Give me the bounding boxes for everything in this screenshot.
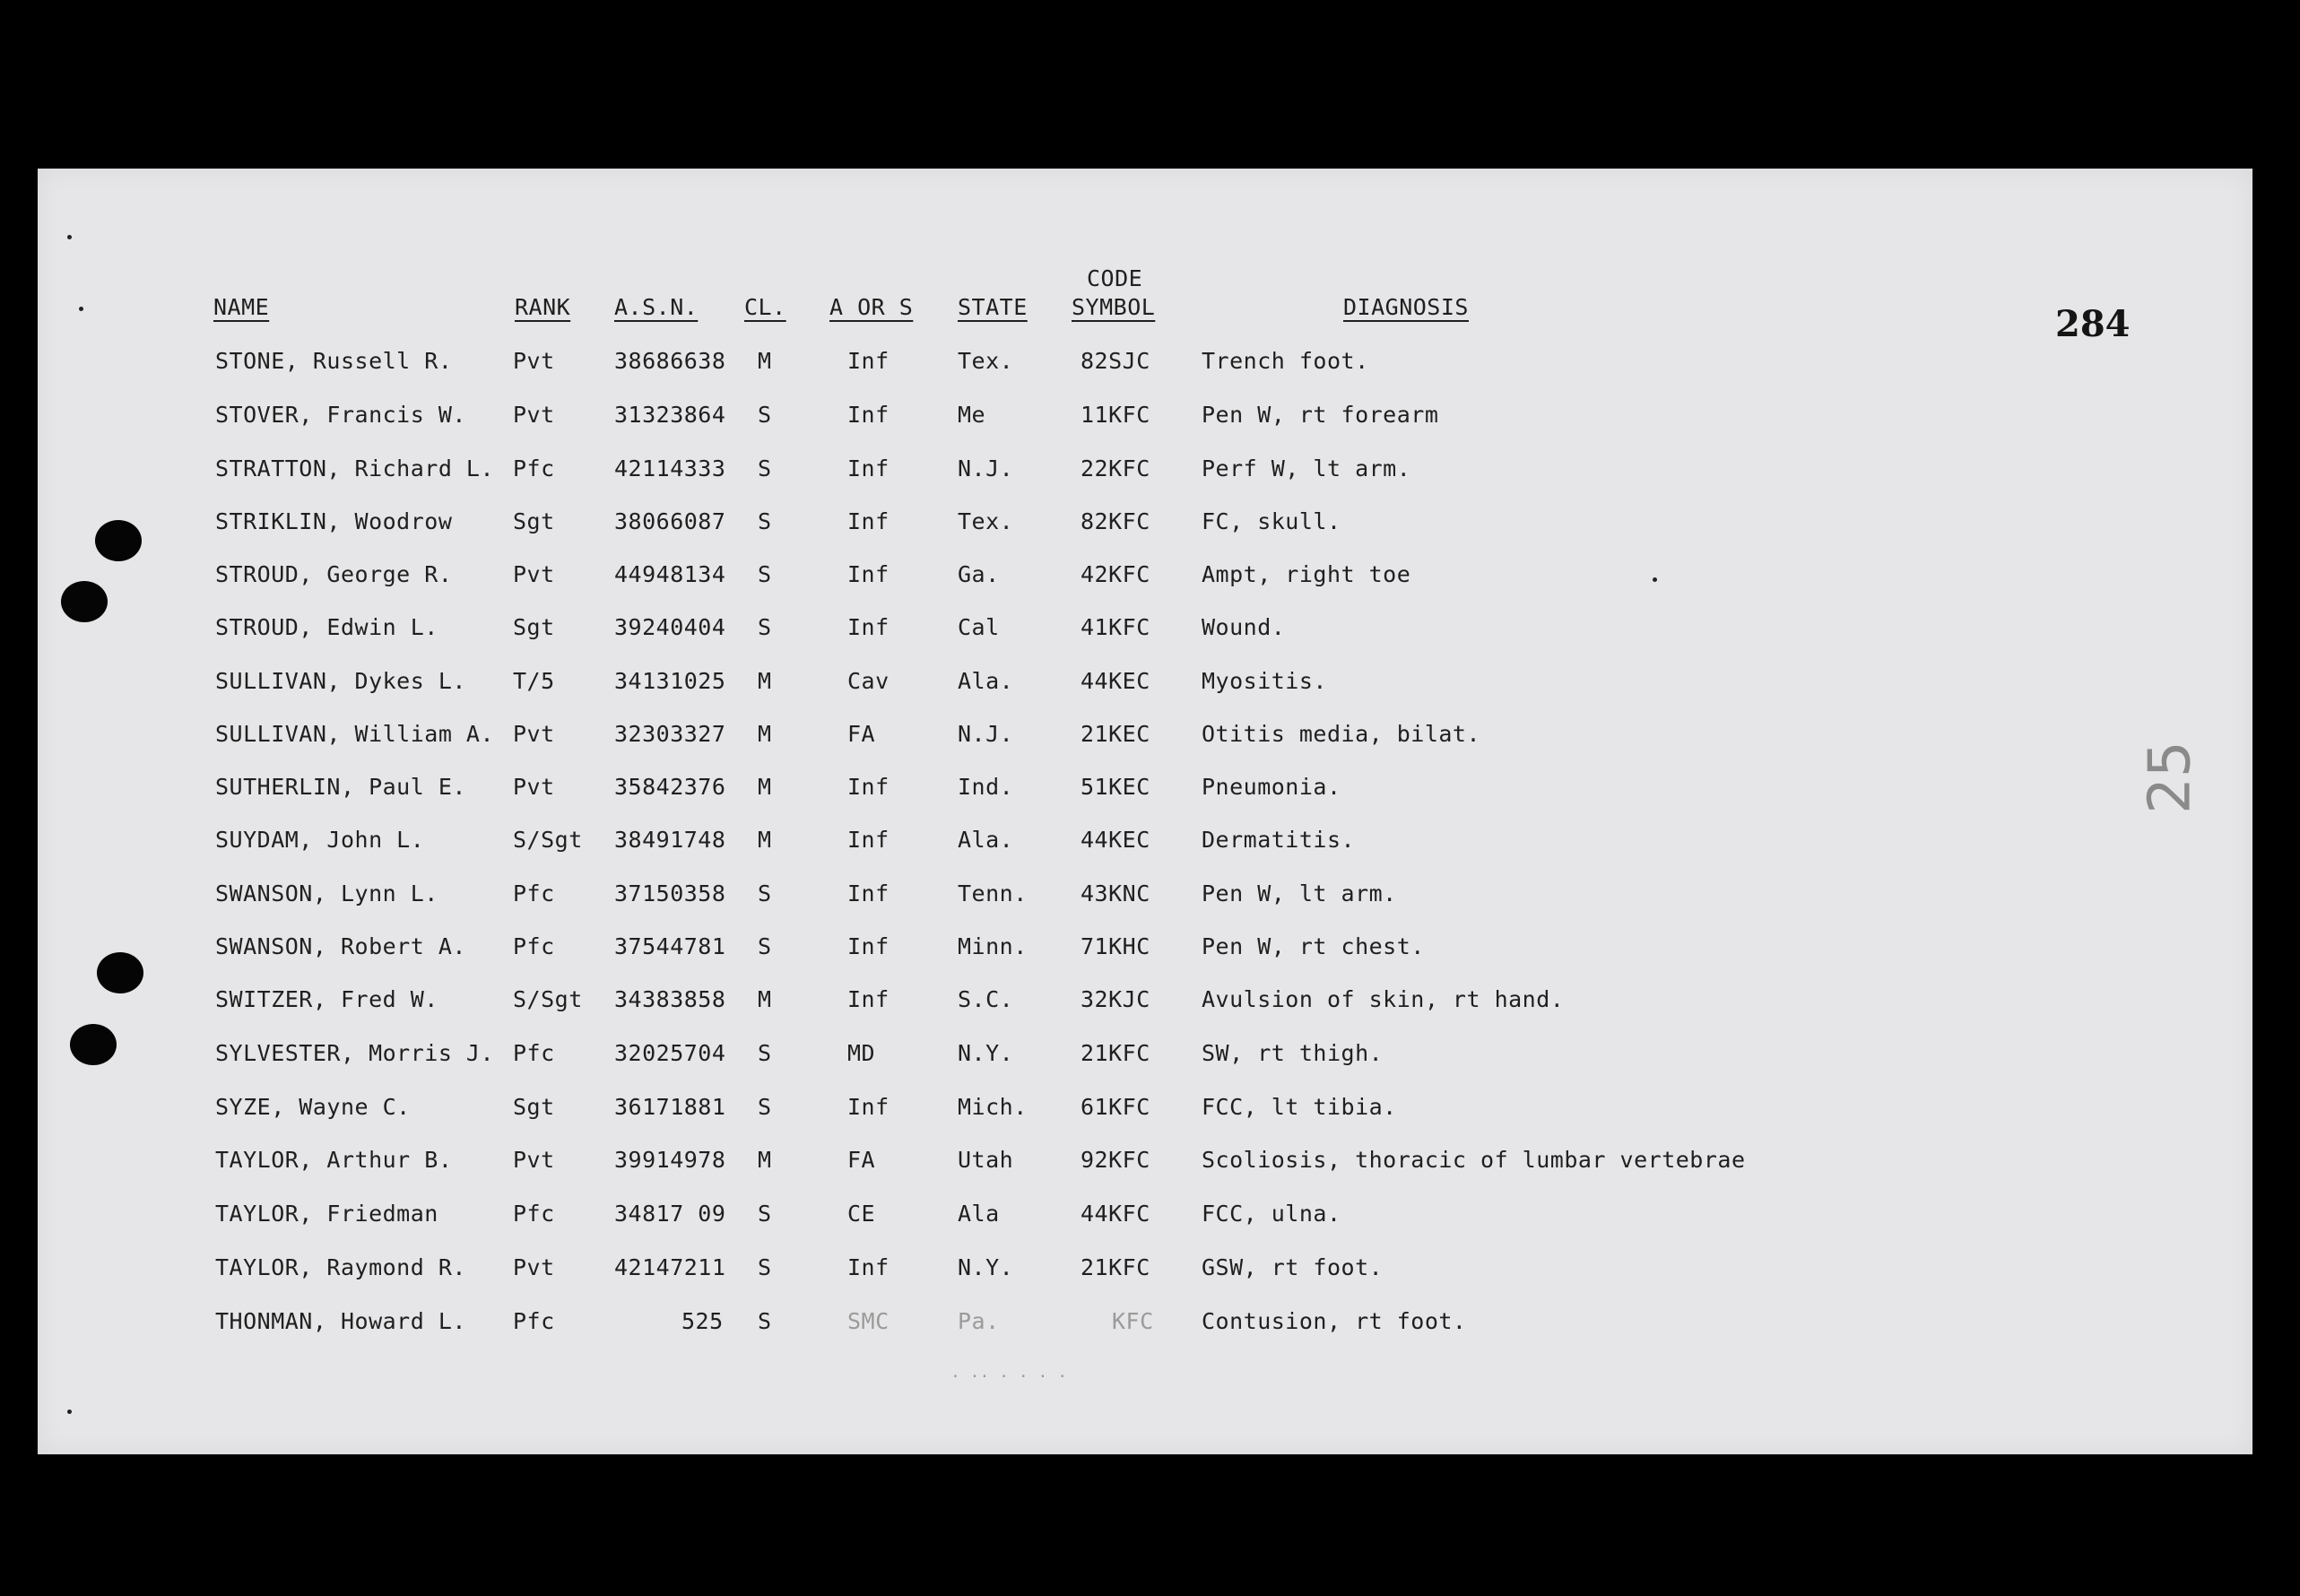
cell-code-symbol: 43KNC (1081, 880, 1150, 906)
ink-smudge: · ·· · · · · (950, 1367, 1068, 1386)
cell-a-or-s: Inf (847, 1094, 890, 1120)
header-code: CODE (1087, 265, 1143, 291)
cell-cl: M (758, 1147, 772, 1173)
cell-diagnosis: Pen W, rt forearm (1202, 402, 1439, 428)
cell-diagnosis: SW, rt thigh. (1202, 1040, 1384, 1066)
header-rank: RANK (515, 294, 571, 320)
cell-code-symbol: 82KFC (1081, 508, 1150, 534)
cell-asn: 37544781 (614, 933, 726, 959)
cell-cl: S (758, 561, 772, 587)
cell-asn: 42114333 (614, 455, 726, 481)
cell-code-symbol: 41KFC (1081, 614, 1150, 640)
cell-code-symbol: 51KEC (1081, 774, 1150, 800)
record-row (0, 1094, 2300, 1139)
header-a-or-s: A OR S (829, 294, 914, 320)
cell-asn: 38066087 (614, 508, 726, 534)
cell-asn: 525 (681, 1308, 724, 1334)
cell-code-symbol: 21KFC (1081, 1040, 1150, 1066)
cell-cl: S (758, 508, 772, 534)
record-row (0, 827, 2300, 872)
cell-state: Tex. (958, 508, 1014, 534)
record-row (0, 561, 2300, 606)
header-asn: A.S.N. (614, 294, 699, 320)
cell-name: SULLIVAN, William A. (215, 721, 495, 747)
cell-name: STOVER, Francis W. (215, 402, 466, 428)
speck (79, 307, 83, 311)
cell-rank: S/Sgt (513, 986, 583, 1012)
cell-a-or-s: Inf (847, 561, 890, 587)
record-row (0, 1201, 2300, 1245)
record-row (0, 508, 2300, 553)
cell-state: Mich. (958, 1094, 1028, 1120)
cell-rank: Pvt (513, 1147, 555, 1173)
cell-name: SULLIVAN, Dykes L. (215, 668, 466, 694)
cell-cl: M (758, 774, 772, 800)
cell-state: Ind. (958, 774, 1014, 800)
cell-rank: Pfc (513, 933, 555, 959)
cell-cl: S (758, 880, 772, 906)
cell-diagnosis: Contusion, rt foot. (1202, 1308, 1467, 1334)
speck (67, 235, 72, 239)
cell-rank: Pfc (513, 455, 555, 481)
cell-code-symbol: 21KFC (1081, 1254, 1150, 1280)
cell-asn: 31323864 (614, 402, 726, 428)
cell-diagnosis: FC, skull. (1202, 508, 1341, 534)
cell-cl: S (758, 933, 772, 959)
cell-cl: S (758, 1040, 772, 1066)
cell-diagnosis: Scoliosis, thoracic of lumbar vertebrae (1202, 1147, 1746, 1173)
cell-cl: S (758, 455, 772, 481)
record-row (0, 1040, 2300, 1085)
cell-name: TAYLOR, Arthur B. (215, 1147, 453, 1173)
cell-asn: 44948134 (614, 561, 726, 587)
header-diagnosis: DIAGNOSIS (1343, 294, 1469, 320)
handwritten-margin-note: 25 (2137, 741, 2204, 814)
cell-cl: S (758, 1201, 772, 1227)
cell-asn: 38491748 (614, 827, 726, 853)
cell-state: Ala (958, 1201, 1000, 1227)
page-number: 284 (2055, 303, 2131, 345)
cell-a-or-s: Inf (847, 827, 890, 853)
cell-state: Pa. (958, 1308, 1000, 1334)
cell-name: STONE, Russell R. (215, 348, 453, 374)
cell-a-or-s: Inf (847, 455, 890, 481)
cell-state: S.C. (958, 986, 1014, 1012)
cell-a-or-s: Inf (847, 402, 890, 428)
cell-code-symbol: 42KFC (1081, 561, 1150, 587)
cell-diagnosis: Trench foot. (1202, 348, 1369, 374)
cell-rank: Sgt (513, 614, 555, 640)
cell-state: N.J. (958, 721, 1014, 747)
cell-cl: M (758, 827, 772, 853)
record-row (0, 668, 2300, 713)
cell-name: SWITZER, Fred W. (215, 986, 438, 1012)
record-row (0, 933, 2300, 978)
cell-code-symbol: 11KFC (1081, 402, 1150, 428)
header-symbol: SYMBOL (1072, 294, 1156, 320)
record-row (0, 1308, 2300, 1353)
cell-a-or-s: Inf (847, 614, 890, 640)
cell-name: SYLVESTER, Morris J. (215, 1040, 495, 1066)
cell-code-symbol: 21KEC (1081, 721, 1150, 747)
cell-state: N.J. (958, 455, 1014, 481)
record-row (0, 880, 2300, 925)
cell-asn: 36171881 (614, 1094, 726, 1120)
cell-code-symbol: 22KFC (1081, 455, 1150, 481)
record-row (0, 1254, 2300, 1299)
cell-name: SWANSON, Robert A. (215, 933, 466, 959)
cell-rank: Pvt (513, 1254, 555, 1280)
cell-diagnosis: Avulsion of skin, rt hand. (1202, 986, 1565, 1012)
record-row (0, 455, 2300, 500)
cell-cl: S (758, 1308, 772, 1334)
cell-rank: Pfc (513, 1201, 555, 1227)
cell-rank: Pvt (513, 402, 555, 428)
header-cl: CL. (744, 294, 786, 320)
cell-state: Cal (958, 614, 1000, 640)
cell-name: SYZE, Wayne C. (215, 1094, 411, 1120)
cell-code-symbol: 44KEC (1081, 668, 1150, 694)
cell-state: Ga. (958, 561, 1000, 587)
cell-code-symbol: 44KEC (1081, 827, 1150, 853)
cell-diagnosis: Myositis. (1202, 668, 1327, 694)
cell-name: STROUD, George R. (215, 561, 453, 587)
cell-asn: 34383858 (614, 986, 726, 1012)
cell-a-or-s: Inf (847, 1254, 890, 1280)
cell-diagnosis: Perf W, lt arm. (1202, 455, 1411, 481)
header-state: STATE (958, 294, 1028, 320)
cell-state: Tenn. (958, 880, 1028, 906)
cell-rank: Pfc (513, 1308, 555, 1334)
cell-state: Utah (958, 1147, 1014, 1173)
record-row (0, 614, 2300, 659)
cell-code-symbol: 92KFC (1081, 1147, 1150, 1173)
cell-state: N.Y. (958, 1254, 1014, 1280)
cell-cl: M (758, 348, 772, 374)
cell-diagnosis: FCC, lt tibia. (1202, 1094, 1397, 1120)
cell-a-or-s: Inf (847, 508, 890, 534)
cell-a-or-s: Inf (847, 986, 890, 1012)
cell-name: STROUD, Edwin L. (215, 614, 438, 640)
cell-a-or-s: FA (847, 721, 876, 747)
cell-code-symbol: 44KFC (1081, 1201, 1150, 1227)
cell-a-or-s: Inf (847, 774, 890, 800)
cell-rank: Pvt (513, 348, 555, 374)
cell-asn: 39240404 (614, 614, 726, 640)
cell-asn: 38686638 (614, 348, 726, 374)
cell-name: THONMAN, Howard L. (215, 1308, 466, 1334)
cell-cl: S (758, 1094, 772, 1120)
cell-diagnosis: Pen W, lt arm. (1202, 880, 1397, 906)
cell-code-symbol: 82SJC (1081, 348, 1150, 374)
cell-asn: 34817 09 (614, 1201, 726, 1227)
speck (67, 1410, 72, 1414)
cell-name: TAYLOR, Friedman (215, 1201, 438, 1227)
cell-name: STRIKLIN, Woodrow (215, 508, 453, 534)
cell-a-or-s: Inf (847, 880, 890, 906)
cell-rank: Pvt (513, 561, 555, 587)
cell-name: SUTHERLIN, Paul E. (215, 774, 466, 800)
cell-code-symbol: 32KJC (1081, 986, 1150, 1012)
cell-a-or-s: FA (847, 1147, 876, 1173)
cell-cl: S (758, 614, 772, 640)
cell-cl: M (758, 986, 772, 1012)
cell-diagnosis: GSW, rt foot. (1202, 1254, 1384, 1280)
cell-name: SUYDAM, John L. (215, 827, 425, 853)
cell-rank: Sgt (513, 508, 555, 534)
cell-state: Ala. (958, 827, 1014, 853)
cell-asn: 32303327 (614, 721, 726, 747)
cell-state: Me (958, 402, 986, 428)
cell-cl: S (758, 1254, 772, 1280)
cell-rank: S/Sgt (513, 827, 583, 853)
cell-state: N.Y. (958, 1040, 1014, 1066)
cell-a-or-s: Cav (847, 668, 890, 694)
cell-diagnosis: FCC, ulna. (1202, 1201, 1341, 1227)
cell-rank: Pfc (513, 1040, 555, 1066)
record-row (0, 986, 2300, 1031)
record-row (0, 402, 2300, 447)
cell-a-or-s: Inf (847, 348, 890, 374)
cell-diagnosis: Pen W, rt chest. (1202, 933, 1425, 959)
cell-rank: Sgt (513, 1094, 555, 1120)
record-row (0, 774, 2300, 819)
cell-code-symbol: KFC (1112, 1308, 1154, 1334)
cell-rank: Pfc (513, 880, 555, 906)
cell-state: Minn. (958, 933, 1028, 959)
header-name: NAME (213, 294, 270, 320)
cell-diagnosis: Wound. (1202, 614, 1286, 640)
cell-rank: T/5 (513, 668, 555, 694)
cell-asn: 42147211 (614, 1254, 726, 1280)
cell-a-or-s: CE (847, 1201, 876, 1227)
cell-state: Ala. (958, 668, 1014, 694)
cell-diagnosis: Dermatitis. (1202, 827, 1356, 853)
cell-cl: M (758, 668, 772, 694)
cell-code-symbol: 61KFC (1081, 1094, 1150, 1120)
cell-asn: 34131025 (614, 668, 726, 694)
cell-a-or-s: Inf (847, 933, 890, 959)
cell-diagnosis: Otitis media, bilat. (1202, 721, 1481, 747)
cell-name: TAYLOR, Raymond R. (215, 1254, 466, 1280)
cell-cl: S (758, 402, 772, 428)
cell-name: STRATTON, Richard L. (215, 455, 495, 481)
cell-diagnosis: Pneumonia. (1202, 774, 1341, 800)
cell-asn: 37150358 (614, 880, 726, 906)
cell-rank: Pvt (513, 721, 555, 747)
cell-rank: Pvt (513, 774, 555, 800)
cell-asn: 39914978 (614, 1147, 726, 1173)
cell-asn: 35842376 (614, 774, 726, 800)
record-row (0, 721, 2300, 766)
record-row (0, 1147, 2300, 1192)
cell-code-symbol: 71KHC (1081, 933, 1150, 959)
cell-asn: 32025704 (614, 1040, 726, 1066)
cell-cl: M (758, 721, 772, 747)
cell-a-or-s: MD (847, 1040, 876, 1066)
cell-name: SWANSON, Lynn L. (215, 880, 438, 906)
record-row (0, 348, 2300, 393)
cell-state: Tex. (958, 348, 1014, 374)
cell-a-or-s: SMC (847, 1308, 890, 1334)
cell-diagnosis: Ampt, right toe (1202, 561, 1411, 587)
